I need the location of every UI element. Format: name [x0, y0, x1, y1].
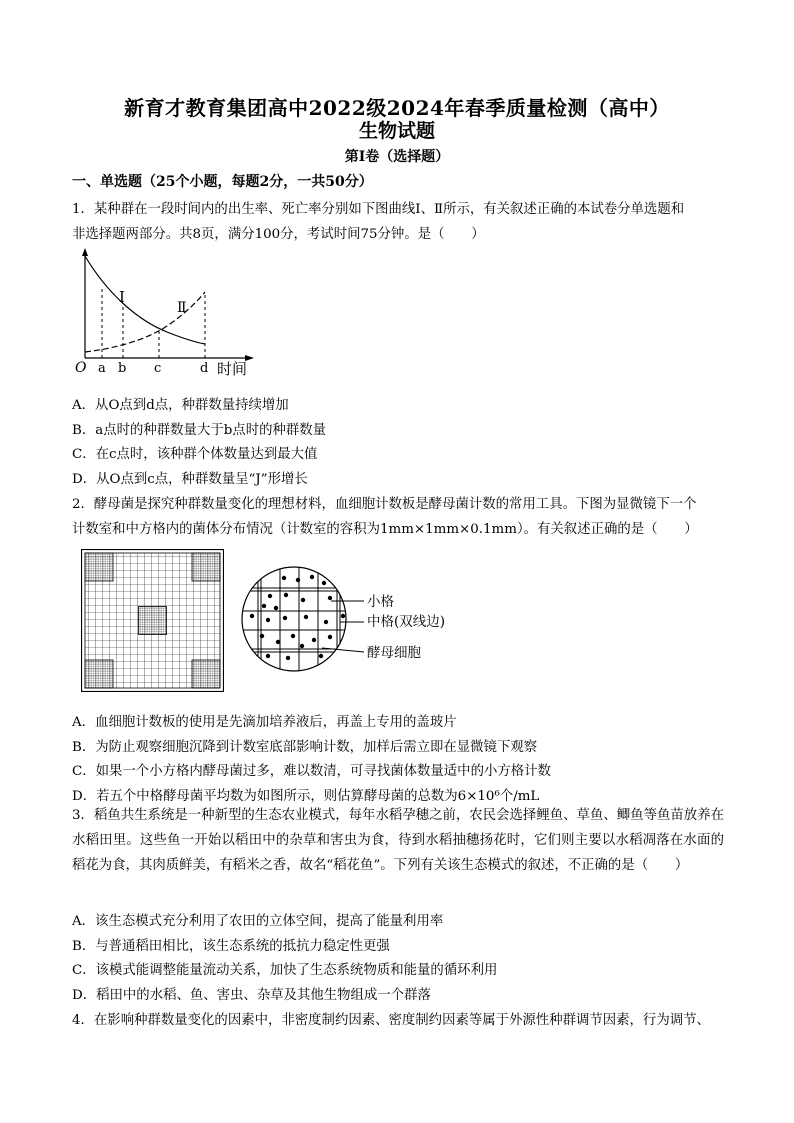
x-axis-label: 时间 — [217, 360, 248, 378]
origin-label: O — [75, 360, 87, 376]
counting-chamber-grid — [81, 549, 224, 692]
q1-birth-death-graph — [72, 248, 262, 383]
chamber-square-top-left — [85, 553, 113, 581]
magnified-medium-square — [240, 566, 470, 674]
q1-stem-line2: 非选择题两部分。共8页，满分100分，考试时间75分钟。是（ ） — [72, 227, 485, 242]
chamber-square-bottom-right — [192, 660, 220, 688]
q3-option-c: C．该模式能调整能量流动关系，加快了生态系统物质和能量的循环利用 — [72, 963, 498, 978]
q1-option-b: B．a点时的种群数量大于b点时的种群数量 — [72, 423, 327, 438]
q2-option-d: D．若五个中格酵母菌平均数为如图所示，则估算酵母菌的总数为6×10⁶个/mL — [72, 789, 540, 804]
q2-option-c: C．如果一个小方格内酵母菌过多，难以数清，可寻找菌体数量适中的小方格计数 — [72, 764, 551, 779]
curve-2 — [85, 292, 205, 352]
q2-stem-line1: 2．酵母菌是探究种群数量变化的理想材料，血细胞计数板是酵母菌计数的常用工具。下图为显微镜下一个 — [72, 497, 697, 512]
q4-stem-line1: 4．在影响种群数量变化的因素中，非密度制约因素、密度制约因素等属于外源性种群调节因素，行为调节、 — [72, 1013, 710, 1028]
q3-option-b: B．与普通稻田相比，该生态系统的抵抗力稳定性更强 — [72, 939, 390, 954]
q1-option-a: A．从O点到d点，种群数量持续增加 — [72, 398, 289, 413]
tick-a: a — [98, 361, 106, 376]
q1-option-d: D．从O点到c点，种群数量呈“J”形增长 — [72, 472, 308, 487]
curve-2-label: Ⅱ — [177, 300, 187, 316]
q2-option-a: A．血细胞计数板的使用是先滴加培养液后，再盖上专用的盖玻片 — [72, 715, 457, 730]
tick-c: c — [154, 361, 162, 376]
subject-title: 生物试题 — [358, 120, 435, 142]
y-axis-arrow — [82, 248, 88, 256]
q3-option-a: A．该生态模式充分利用了农田的立体空间，提高了能量利用率 — [72, 914, 444, 929]
curve-1 — [85, 256, 205, 344]
leader-yeast — [322, 648, 364, 652]
q3-stem: 3．稻鱼共生系统是一种新型的生态农业模式，每年水稻孕穗之前，农民会选择鲤鱼、草鱼、鲫鱼等鱼苗放养在水稻田里。这些鱼一开始以稻田中的杂草和害虫为食，待到水稻抽穗扬花时，它们则主要以水稻凋落在水面的稻花为食，其肉质鲜美，有稻米之香，故名“稻花鱼”。下列有关该生态模式的叙述，不正确的是（ ） — [72, 808, 724, 873]
chamber-square-center — [139, 607, 167, 635]
chamber-square-top-right — [192, 553, 220, 581]
q1-stem-line1: 1．某种群在一段时间内的出生率、死亡率分别如下图曲线Ⅰ、Ⅱ所示，有关叙述正确的本试卷分单选题和 — [72, 202, 685, 217]
q3-option-d: D．稻田中的水稻、鱼、害虫、杂草及其他生物组成一个群落 — [72, 988, 431, 1003]
label-small-square: 小格 — [367, 594, 394, 610]
label-medium-square: 中格(双线边) — [367, 614, 446, 630]
tick-b: b — [118, 361, 127, 376]
chamber-square-bottom-left — [85, 660, 113, 688]
tick-d: d — [200, 361, 209, 376]
exam-title: 新育才教育集团高中2022级2024年春季质量检测（高中） — [124, 96, 670, 120]
label-yeast-cell: 酵母细胞 — [367, 645, 421, 661]
section-heading: 一、单选题（25个小题，每题2分，一共50分） — [72, 174, 373, 190]
q2-option-b: B．为防止观察细胞沉降到计数室底部影响计数，加样后需立即在显微镜下观察 — [72, 740, 538, 755]
volume-title: 第Ⅰ卷（选择题） — [344, 149, 450, 165]
q1-option-c: C．在c点时，该种群个体数量达到最大值 — [72, 447, 318, 462]
curve-1-label: Ⅰ — [119, 288, 125, 306]
q2-stem-line2: 计数室和中方格内的菌体分布情况（计数室的容积为1mm×1mm×0.1mm）。有关叙述正确的是（ ） — [72, 522, 698, 537]
